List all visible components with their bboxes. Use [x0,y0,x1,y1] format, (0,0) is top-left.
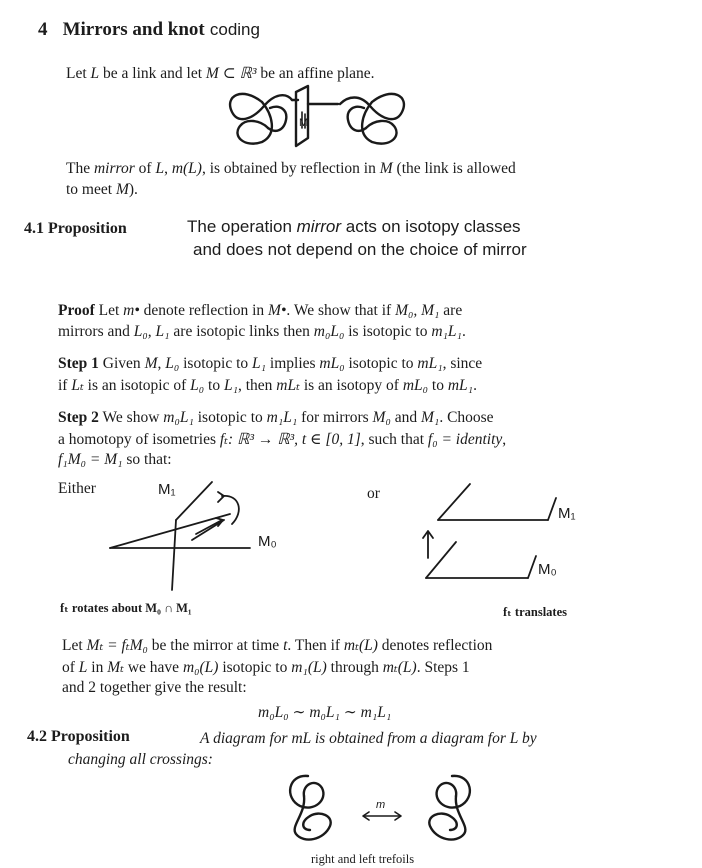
section-number: 4 [38,19,48,40]
proof-M0-M1: M₀, M₁ [395,302,440,319]
def-text: ). [128,181,138,198]
step1-L1: L₁ [223,377,238,394]
after-text: be the mirror at time [147,637,284,654]
mirror-label: M [299,117,309,129]
proof-text: is isotopic to [344,323,432,340]
rotation-sketch [100,476,300,596]
step1-L1: L₁ [252,355,267,372]
after-text: isotopic to [218,659,292,676]
proof-m0L0: m₀L₀ [313,323,345,340]
m-double-arrow [363,812,401,820]
step1-M: M [144,355,158,372]
after-Mt: Mₜ [107,659,124,676]
step2-text: a homotopy of isometries [58,431,220,448]
step2-text: isotopic to [193,409,267,426]
def-text: to meet [66,181,116,198]
step2-M0: M₀ [372,409,391,426]
or-label: or [367,485,380,502]
rot-M1-label: M₁ [158,481,176,498]
after-text: we have [123,659,183,676]
step2-M1: M₁ [421,409,440,426]
step1-text: if [58,377,72,394]
intro-M-in-R3: M ⊂ ℝ³ [205,65,257,82]
section-title: Mirrors and knot [62,19,205,40]
step2-text: . Choose [439,409,494,426]
step2-f0: f₀ = identity [427,431,503,448]
after-mtL: mₜ(L) [343,637,378,654]
prop42-line1 [200,730,537,748]
left-link-drawing [230,94,298,144]
def-mirror-word: mirror [93,160,135,177]
after-text: Let [62,637,87,654]
step2-text: , [502,431,507,448]
def-mL: m(L) [171,160,202,177]
step1-text: to [428,377,448,394]
step1-L0: L₀ [165,355,180,372]
prop42-mL: mL [291,730,311,747]
prop41-text: acts on isotopy classes [341,217,521,236]
mirror-link-figure [222,84,422,154]
prop41-statement-line2: and does not depend on the choice of mirror [193,240,527,259]
right-trefoil-drawing [290,776,331,840]
prop42-text: by [518,730,537,747]
def-text: of [134,160,156,177]
after-text: denotes reflection [377,637,493,654]
step2-line1 [58,409,494,427]
prop41-mirror-word: mirror [296,217,342,236]
step1-line1 [58,355,482,373]
either-label: Either [58,480,96,497]
intro-text: be a link and let [99,65,206,82]
step2-text: and [390,409,421,426]
prop42-line2: changing all crossings: [68,751,213,768]
after-text: in [87,659,108,676]
step2-label: Step 2 [58,409,99,426]
step2-f1M0: f₁M₀ = M₁ [58,451,123,468]
rot-M0-label: M₀ [258,533,277,550]
step1-mL0: mL₀ [319,355,345,372]
after-fig-line2 [62,658,470,677]
step2-ft: fₜ: ℝ³ → ℝ³, t ∈ [0, 1] [219,431,361,448]
proof-text: Let [94,302,124,319]
translation-sketch [410,478,600,588]
step2-text: , such that [360,431,428,448]
trefoils-figure [280,770,480,846]
def-M: M [115,181,129,198]
after-m1L: m₁(L) [291,659,327,676]
prop42-text: A diagram for [200,730,292,747]
proof-text: . [461,323,466,340]
after-fig-line3: and 2 together give the result: [62,679,247,696]
mirror-plane-drawing [296,86,338,146]
after-Mt: Mₜ = fₜM₀ [86,637,148,654]
step1-label: Step 1 [58,355,99,372]
step1-text: , [157,355,166,372]
proof-M-dot: M• [268,302,287,319]
proof-line1 [58,302,462,320]
proof-text: mirrors and [58,323,134,340]
step2-text: for mirrors [297,409,373,426]
prop42-text: is obtained from a diagram for [310,730,510,747]
right-link-drawing [340,94,404,144]
caption-rotates: fₜ rotates about M₀ ∩ M₁ [60,601,192,615]
after-t: t [283,637,288,654]
def-text: , [164,160,172,177]
after-text: . Then if [287,637,344,654]
after-m0L: m₀(L) [182,659,219,676]
prop42-label: 4.2 Proposition [27,728,130,745]
m-arrow-label: m [376,799,386,811]
prop42-L: L [509,730,519,747]
step1-text: is an isotopy of [299,377,403,394]
def-text: (the link is allowed [392,160,516,177]
trefoils-caption: right and left trefoils [311,852,415,866]
intro-line [66,64,375,83]
def-text: , is obtained by reflection in [201,160,380,177]
caption-translates: fₜ translates [503,605,567,619]
step1-mLt: mLₜ [276,377,300,394]
step2-line2 [58,430,506,449]
step1-text: isotopic to [344,355,418,372]
after-text: of [62,659,79,676]
after-mtL: mₜ(L) [382,659,417,676]
step1-mL1: mL₁ [447,377,474,394]
step2-m1L1: m₁L₁ [266,409,298,426]
intro-text: Let [66,65,91,82]
after-L: L [78,659,88,676]
after-text: . Steps 1 [416,659,470,676]
def-text: The [66,160,94,177]
step1-text: is an isotopic of [83,377,191,394]
mirror-definition-line2 [66,181,138,199]
step1-line2 [58,376,477,395]
step1-text: , since [442,355,483,372]
step2-line3 [58,451,172,469]
step1-text: , then [237,377,277,394]
step1-text: implies [266,355,320,372]
mirror-definition-line1 [66,160,516,178]
left-trefoil-drawing [429,776,470,840]
after-text: through [326,659,383,676]
after-fig-line1 [62,636,492,655]
step1-mL0: mL₀ [402,377,429,394]
proof-text: are isotopic links then [169,323,314,340]
step1-Lt: Lₜ [71,377,84,394]
step2-m0L1: m₀L₁ [163,409,194,426]
proof-text: denote reflection in [139,302,269,319]
step1-mL1: mL₁ [417,355,443,372]
intro-L: L [90,65,100,82]
def-M: M [379,160,393,177]
section-heading [38,19,260,41]
section-title-added: coding [209,20,260,39]
def-L: L [155,160,165,177]
tr-M1-label: M₁ [558,505,576,522]
step1-text: isotopic to [179,355,253,372]
step2-text: so that: [122,451,172,468]
step2-text: We show [98,409,164,426]
prop41-label: 4.1 Proposition [24,220,127,237]
prop41-text: The operation [187,217,297,236]
step1-text: . [473,377,477,394]
tr-M0-label: M₀ [538,561,557,578]
display-equation: m₀L₀ ∼ m₀L₁ ∼ m₁L₁ [258,704,392,721]
proof-text: are [439,302,463,319]
proof-L0-L1: L₀, L₁ [133,323,170,340]
proof-m-dot: m• [123,302,140,319]
proof-line2 [58,323,466,341]
intro-text: be an affine plane. [256,65,375,82]
prop41-statement-line1 [187,217,521,237]
step1-text: Given [98,355,145,372]
proof-text: . We show that if [286,302,396,319]
step1-text: to [204,377,224,394]
proof-m1L1: m₁L₁ [431,323,462,340]
step1-L0: L₀ [190,377,205,394]
proof-label: Proof [58,302,95,319]
